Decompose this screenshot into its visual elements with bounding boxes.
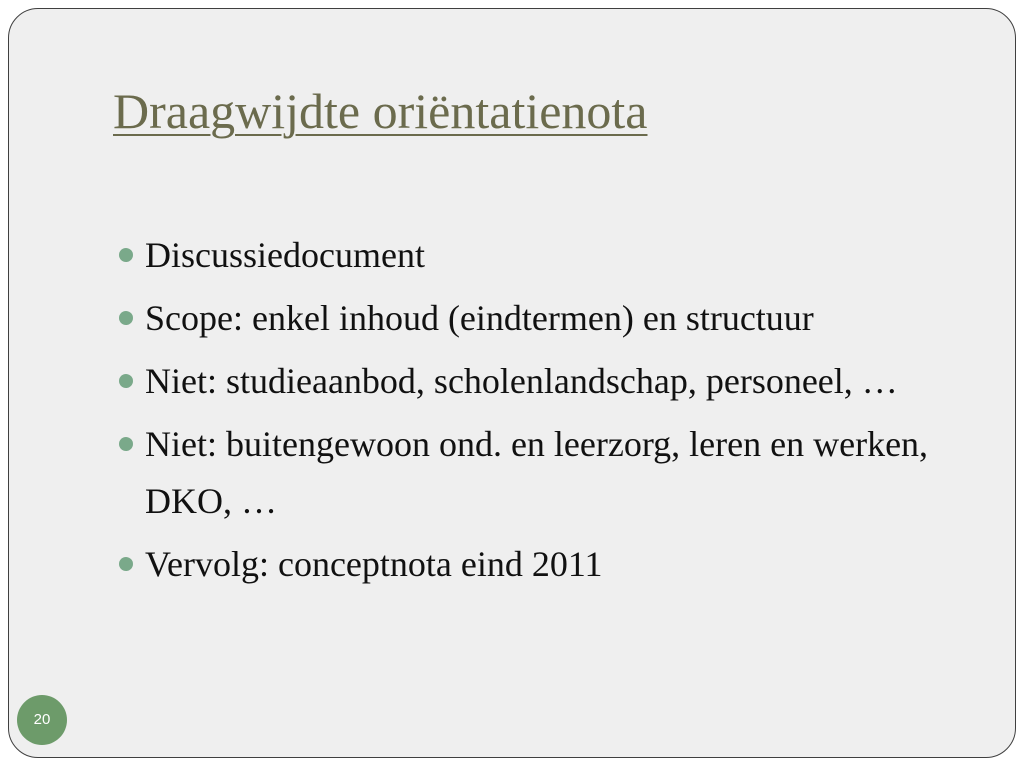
bullet-text: Niet: studieaanbod, scholenlandschap, personeel, … bbox=[145, 361, 898, 401]
list-item bbox=[115, 536, 975, 593]
bullet-text: Vervolg: conceptnota eind 2011 bbox=[145, 544, 603, 584]
list-item bbox=[115, 290, 975, 347]
slide-title: Draagwijdte oriëntatienota bbox=[113, 83, 648, 139]
bullet-list bbox=[115, 227, 975, 599]
bullet-dot-icon bbox=[119, 374, 133, 388]
bullet-text: Scope: enkel inhoud (eindtermen) en structuur bbox=[145, 298, 814, 338]
bullet-dot-icon bbox=[119, 557, 133, 571]
bullet-text: Discussiedocument bbox=[145, 235, 425, 275]
bullet-dot-icon bbox=[119, 248, 133, 262]
bullet-text: Niet: buitengewoon ond. en leerzorg, leren en werken, DKO, … bbox=[145, 424, 929, 521]
bullet-dot-icon bbox=[119, 311, 133, 325]
list-item bbox=[115, 353, 975, 410]
list-item bbox=[115, 227, 975, 284]
page-number-badge: 20 bbox=[17, 695, 67, 745]
bullet-dot-icon bbox=[119, 437, 133, 451]
slide-frame bbox=[8, 8, 1016, 758]
list-item bbox=[115, 416, 975, 530]
